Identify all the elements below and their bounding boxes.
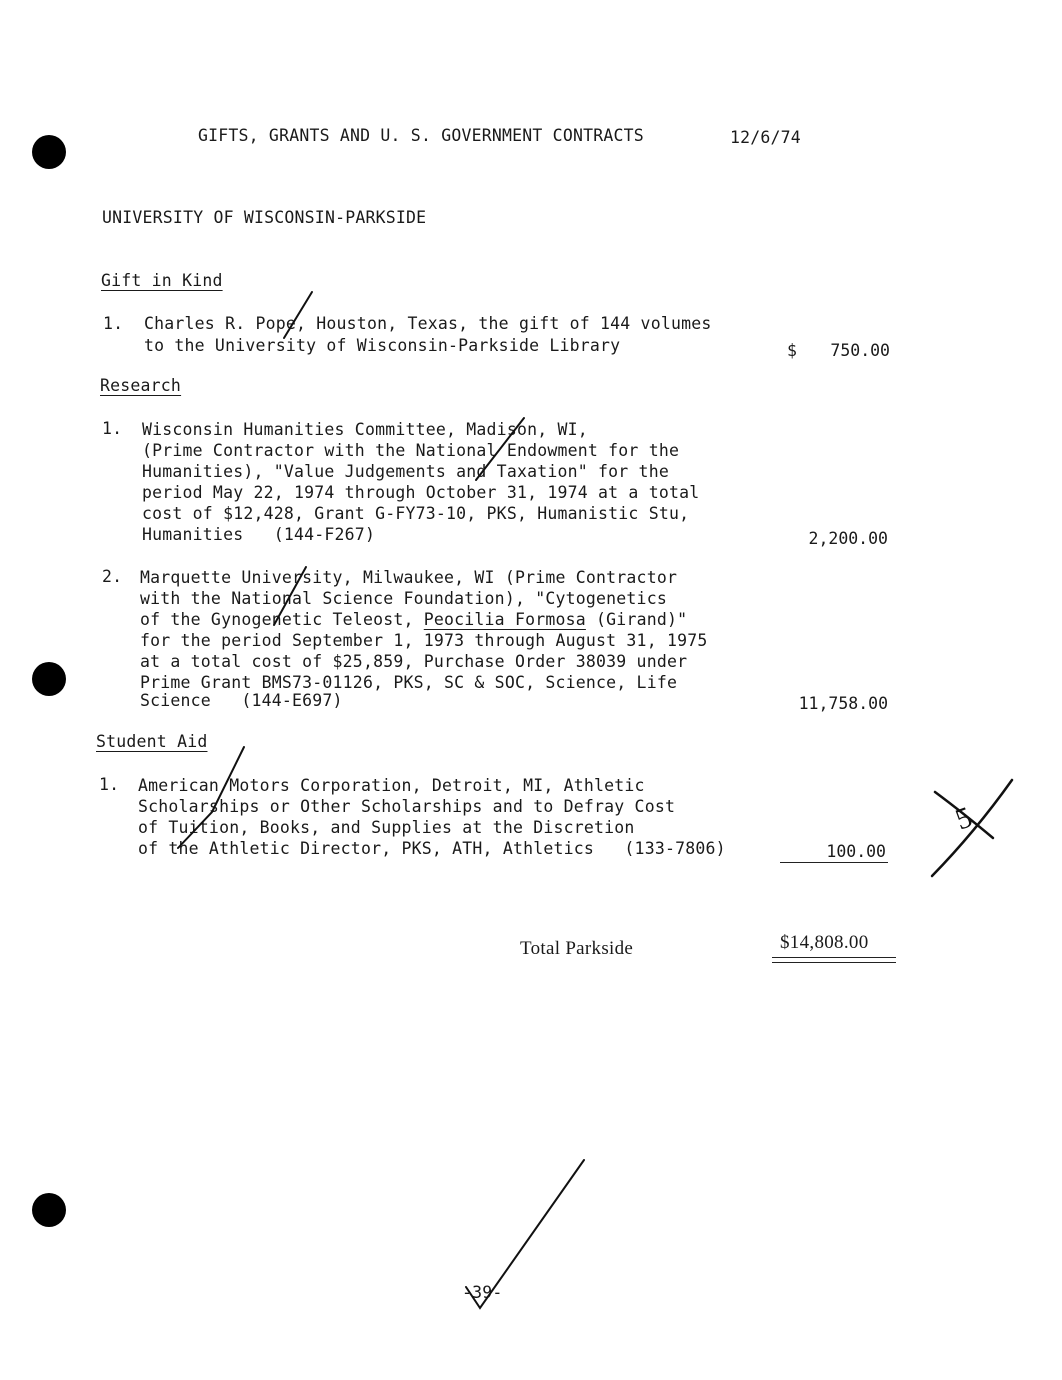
item-number: 1. xyxy=(102,419,123,438)
item-amount: 100.00 xyxy=(826,842,886,861)
item-text-line: cost of $12,428, Grant G-FY73-10, PKS, Humanistic Stu, xyxy=(142,504,690,523)
item-text-line: (Prime Contractor with the National Endowment for the xyxy=(142,441,680,460)
total-amount: $14,808.00 xyxy=(780,932,869,953)
item-text-line: Wisconsin Humanities Committee, Madison, WI, xyxy=(142,420,588,439)
item-amount: 750.00 xyxy=(830,341,890,360)
item-text-line: Humanities (144-F267) xyxy=(142,525,376,544)
item-text-line: with the National Science Foundation), "Cytogenetics xyxy=(140,589,667,608)
item-text-line: Science (144-E697) xyxy=(140,691,343,710)
item-number: 1. xyxy=(99,775,120,794)
item-amount: 11,758.00 xyxy=(798,694,888,713)
species-name: Peocilia Formosa xyxy=(423,610,586,629)
item-text-line: Charles R. Pope, Houston, Texas, the gift of 144 volumes xyxy=(144,314,712,333)
check-mark-stroke xyxy=(476,418,524,480)
page-number: -39- xyxy=(462,1283,503,1302)
bottom-check-mark xyxy=(466,1160,584,1308)
total-label: Total Parkside xyxy=(520,938,634,959)
section-heading-research: Research xyxy=(100,376,182,395)
item-text-line: of Tuition, Books, and Supplies at the Discretion xyxy=(138,818,635,837)
section-heading-gift-in-kind: Gift in Kind xyxy=(101,271,223,290)
item-text-line: Scholarships or Other Scholarships and to Defray Cost xyxy=(138,797,676,816)
item-text-line: at a total cost of $25,859, Purchase Order 38039 under xyxy=(140,652,688,671)
text-segment: of the Gynogenetic Teleost, xyxy=(140,610,424,629)
check-mark-stroke xyxy=(274,567,306,625)
item-text-line: Humanities), "Value Judgements and Taxation" for the xyxy=(142,462,669,481)
check-mark-stroke xyxy=(284,292,312,338)
item-text-line: of the Athletic Director, PKS, ATH, Athletics (133-7806) xyxy=(138,839,726,858)
page-title: GIFTS, GRANTS AND U. S. GOVERNMENT CONTRACTS xyxy=(198,126,644,145)
item-number: 2. xyxy=(102,567,123,586)
institution-name: UNIVERSITY OF WISCONSIN-PARKSIDE xyxy=(102,208,427,227)
item-number: 1. xyxy=(103,314,124,333)
margin-handwritten-number: 5 xyxy=(951,800,977,837)
item-text-line: Prime Grant BMS73-01126, PKS, SC & SOC, Science, Life xyxy=(140,673,678,692)
item-text-line: Marquette University, Milwaukee, WI (Prime Contractor xyxy=(140,568,678,587)
section-heading-student-aid: Student Aid xyxy=(96,732,208,751)
document-date: 12/6/74 xyxy=(730,128,801,147)
item-text-line: to the University of Wisconsin-Parkside Library xyxy=(144,336,621,355)
item-text-line: American Motors Corporation, Detroit, MI, Athletic xyxy=(138,776,645,795)
currency-sign: $ xyxy=(787,341,798,360)
item-text-line: for the period September 1, 1973 through August 31, 1975 xyxy=(140,631,708,650)
item-amount: 2,200.00 xyxy=(808,529,888,548)
text-segment: (Girand)" xyxy=(585,610,688,629)
item-text-line: period May 22, 1974 through October 31, 1974 at a total xyxy=(142,483,700,502)
check-mark-stroke xyxy=(178,747,244,848)
